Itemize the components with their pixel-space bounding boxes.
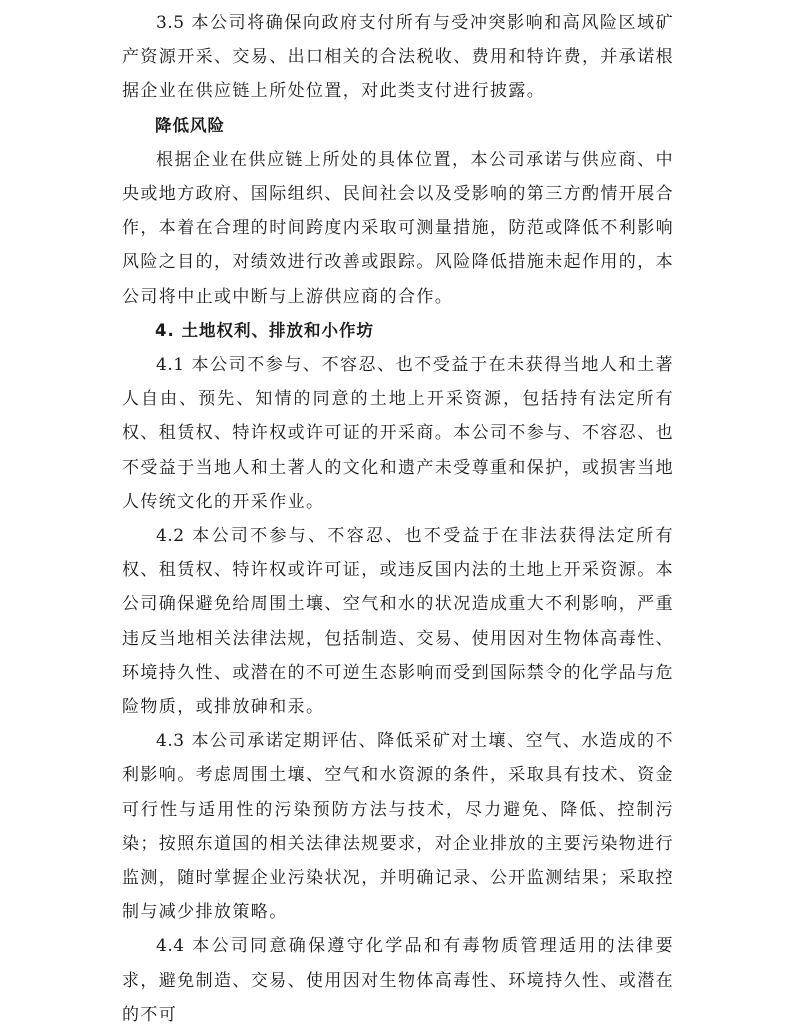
paragraph-3-5 (122, 6, 674, 109)
clause-number: 4.4 (156, 936, 185, 957)
section-heading-4: 4. 土地权利、排放和小作坊 (155, 320, 374, 340)
paragraph-risk-mitigation (122, 143, 674, 314)
section-heading-risk-mitigation: 降低风险 (155, 115, 225, 135)
paragraph-text: 本公司将确保向政府支付所有与受冲突影响和高风险区域矿产资源开采、交易、出口相关的合法税收、费用和特许费，并承诺根据企业在供应链上所处位置，对此类支付进行披露。 (122, 13, 674, 102)
clause-number: 3.5 (156, 13, 185, 33)
clause-number: 4.1 (156, 355, 185, 376)
paragraph-text: 本公司同意确保遵守化学品和有毒物质管理适用的法律要求，避免制造、交易、使用因对生物体高毒性、环境持久性、或潜在的不可 (122, 936, 674, 1025)
paragraph-4-4 (122, 929, 674, 1032)
paragraph-text: 本公司不参与、不容忍、也不受益于在非法获得法定所有权、租赁权、特许权或许可证，或违反国内法的土地上开采资源。本公司确保避免给周围土壤、空气和水的状况造成重大不利影响，严重违反当地相关法律法规，包括制造、交易、使用因对生物体高毒性、环境持久性、或潜在的不可逆生态影响而受到国际禁令的化学品与危险物质，或排放砷和汞。 (122, 526, 674, 718)
paragraph-4-2 (122, 519, 674, 724)
document-page (122, 6, 674, 1032)
paragraph-text: 本公司不参与、不容忍、也不受益于在未获得当地人和土著人自由、预先、知情的同意的土地上开采资源，包括持有法定所有权、租赁权、特许权或许可证的开采商。本公司不参与、不容忍、也不受益于当地人和土著人的文化和遗产未受尊重和保护，或损害当地人传统文化的开采作业。 (122, 355, 674, 512)
paragraph-text: 根据企业在供应链上所处的具体位置，本公司承诺与供应商、中央或地方政府、国际组织、民间社会以及受影响的第三方酌情开展合作，本着在合理的时间跨度内采取可测量措施，防范或降低不利影响风险之目的，对绩效进行改善或跟踪。风险降低措施未起作用的，本公司将中止或中断与上游供应商的合作。 (122, 149, 674, 307)
paragraph-4-3 (122, 724, 674, 929)
paragraph-text: 本公司承诺定期评估、降低采矿对土壤、空气、水造成的不利影响。考虑周围土壤、空气和水资源的条件，采取具有技术、资金可行性与适用性的污染预防方法与技术，尽力避免、降低、控制污染；按照东道国的相关法律法规要求，对企业排放的主要污染物进行监测，随时掌握企业污染状况，并明确记录、公开监测结果；采取控制与减少排放策略。 (122, 731, 674, 923)
paragraph-4-1 (122, 348, 674, 519)
clause-number: 4.3 (156, 731, 185, 752)
clause-number: 4.2 (156, 526, 185, 547)
